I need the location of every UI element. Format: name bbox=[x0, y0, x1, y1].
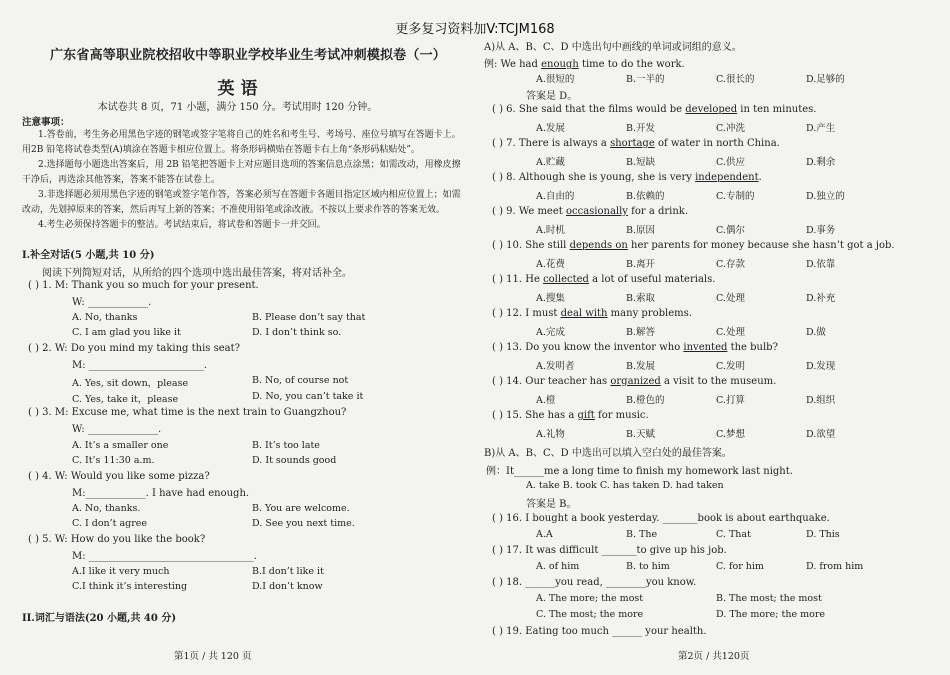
underlined-word: invented bbox=[683, 342, 728, 353]
vocab-option-b: B.原因 bbox=[626, 225, 656, 236]
q2-option-c: C. Yes, take it，please bbox=[72, 394, 179, 405]
q3-option-b: B. It’s too late bbox=[252, 440, 320, 451]
example-b-options: A. take B. took C. has taken D. had taken bbox=[526, 480, 724, 491]
q18-option-c: C. The most; the more bbox=[536, 609, 644, 620]
example-option-c: C.很长的 bbox=[716, 74, 755, 85]
question-text: a lot of useful materials. bbox=[588, 274, 716, 285]
question-text: ( ) 6. She said that the films would be bbox=[492, 104, 686, 115]
section-1-intro: 阅读下列简短对话，从所给的四个选项中选出最佳答案，将对话补全。 bbox=[42, 268, 352, 279]
question-text: ( ) 7. There is always a bbox=[492, 138, 611, 149]
question-1: ( ) 1. M: Thank you so much for your present. bbox=[28, 280, 259, 291]
q17-option-b: B. to him bbox=[626, 561, 670, 572]
vocab-option-c: C.供应 bbox=[716, 157, 745, 168]
question-text: ( ) 14. Our teacher has bbox=[492, 376, 611, 387]
vocab-option-a: A.礼物 bbox=[536, 429, 565, 440]
q17-option-c: C. for him bbox=[716, 561, 764, 572]
question-4: ( ) 4. W: Would you like some pizza? bbox=[28, 471, 210, 482]
q5-option-b: B.I don’t like it bbox=[252, 566, 324, 577]
question-text: ( ) 11. He bbox=[492, 274, 544, 285]
question-4-response: M:____________. I have had enough. bbox=[72, 488, 250, 499]
section-2-heading: II.词汇与语法(20 小题,共 40 分) bbox=[22, 613, 177, 624]
question-text: ( ) 8. Although she is young, she is very bbox=[492, 172, 696, 183]
question-text: her parents for money because she hasn’t got a job. bbox=[627, 240, 895, 251]
q18-option-a: A. The more; the most bbox=[536, 593, 644, 604]
vocab-option-b: B.短缺 bbox=[626, 157, 656, 168]
question-1-response: W: ____________. bbox=[72, 297, 152, 308]
vocab-option-b: B.发展 bbox=[626, 361, 656, 372]
part-a-heading: A)从 A、B、C、D 中选出句中画线的单词或词组的意义。 bbox=[484, 42, 742, 53]
vocab-option-a: A.自由的 bbox=[536, 191, 575, 202]
vocab-question bbox=[492, 274, 715, 285]
example-sentence bbox=[484, 55, 685, 70]
right-page bbox=[478, 0, 950, 675]
q4-option-c: C. I don’t agree bbox=[72, 518, 148, 529]
q18-option-b: B. The most; the most bbox=[716, 593, 822, 604]
vocab-option-d: D.发现 bbox=[806, 361, 836, 372]
exam-info: 本试卷共 8 页，71 小题，满分 150 分。考试用时 120 分钟。 bbox=[97, 102, 378, 113]
vocab-option-d: D.产生 bbox=[806, 123, 836, 134]
vocab-option-c: C.偶尔 bbox=[716, 225, 745, 236]
vocab-option-b: B.开发 bbox=[626, 123, 656, 134]
question-3-response: W: ______________. bbox=[72, 424, 162, 435]
example-option-b: B.一半的 bbox=[626, 74, 665, 85]
vocab-option-d: D.剩余 bbox=[806, 157, 836, 168]
question-text: ( ) 15. She has a bbox=[492, 410, 578, 421]
question-3: ( ) 3. M: Excuse me, what time is the next train to Guangzhou? bbox=[28, 407, 347, 418]
vocab-option-a: A.时机 bbox=[536, 225, 565, 236]
vocab-question bbox=[492, 410, 649, 421]
example-post: time to do the work. bbox=[578, 59, 685, 70]
q3-option-a: A. It’s a smaller one bbox=[72, 440, 169, 451]
question-text: ( ) 9. We meet bbox=[492, 206, 566, 217]
underlined-word: occasionally bbox=[565, 206, 628, 217]
q2-option-a: A. Yes, sit down，please bbox=[72, 378, 189, 389]
vocab-option-b: B.解答 bbox=[626, 327, 656, 338]
underlined-word: gift bbox=[577, 410, 595, 421]
vocab-option-d: D.做 bbox=[806, 327, 826, 338]
subject-title: 英 语 bbox=[217, 79, 258, 99]
question-text: ( ) 12. I must bbox=[492, 308, 561, 319]
vocab-option-a: A.橙 bbox=[536, 395, 556, 406]
vocab-option-c: C.梦想 bbox=[716, 429, 745, 440]
question-17: ( ) 17. It was difficult _______to give up his job. bbox=[492, 545, 727, 556]
vocab-option-d: D.独立的 bbox=[806, 191, 845, 202]
underlined-word: developed bbox=[685, 104, 738, 115]
q16-option-b: B. The bbox=[626, 529, 658, 540]
example-b-sentence: 例：It______me a long time to finish my homework last night. bbox=[486, 466, 793, 477]
q3-option-c: C. It’s 11:30 a.m. bbox=[72, 455, 155, 466]
example-option-a: A.很短的 bbox=[536, 74, 575, 85]
vocab-option-a: A.贮藏 bbox=[536, 157, 565, 168]
exam-title: 广东省高等职业院校招收中等职业学校毕业生考试冲刺模拟卷（一） bbox=[49, 48, 446, 63]
vocab-option-c: C.专制的 bbox=[716, 191, 755, 202]
underlined-word: shortage bbox=[610, 138, 655, 149]
q16-option-c: C. That bbox=[716, 529, 751, 540]
vocab-option-d: D.依靠 bbox=[806, 259, 836, 270]
q1-option-d: D. I don’t think so. bbox=[252, 327, 342, 338]
vocab-option-c: C.发明 bbox=[716, 361, 745, 372]
q5-option-c: C.I think it’s interesting bbox=[72, 581, 188, 592]
question-16: ( ) 16. I bought a book yesterday. _______book is about earthquake. bbox=[492, 513, 830, 524]
q17-option-a: A. of him bbox=[536, 561, 580, 572]
vocab-option-c: C.冲洗 bbox=[716, 123, 745, 134]
vocab-option-d: D.欲望 bbox=[806, 429, 836, 440]
question-text: ( ) 13. Do you know the inventor who bbox=[492, 342, 684, 353]
vocab-option-b: B.离开 bbox=[626, 259, 656, 270]
question-text: in ten minutes. bbox=[737, 104, 817, 115]
note-item: 3.非选择题必须用黑色字迹的钢笔或签字笔作答，答案必须写在答题卡各题目指定区域内相应位置上；如需改动，先划掉原来的答案，然后再写上新的答案；不准使用铅笔或涂改液。不按以上要求作答的答案无效。 bbox=[22, 190, 461, 215]
q4-option-a: A. No, thanks. bbox=[72, 503, 141, 514]
question-text: of water in north China. bbox=[654, 138, 780, 149]
question-18: ( ) 18. ______you read, ________you know. bbox=[492, 577, 697, 588]
question-5-response: M: _________________________________. bbox=[72, 551, 257, 562]
vocab-question bbox=[492, 104, 816, 115]
page-2-footer: 第2页 / 共120页 bbox=[678, 651, 750, 662]
vocab-option-a: A.花费 bbox=[536, 259, 565, 270]
section-1-heading: I.补全对话(5 小题,共 10 分) bbox=[22, 250, 155, 261]
question-text: many problems. bbox=[607, 308, 692, 319]
q1-option-b: B. Please don’t say that bbox=[252, 312, 366, 323]
vocab-option-d: D.事务 bbox=[806, 225, 836, 236]
q2-option-b: B. No, of course not bbox=[252, 375, 349, 386]
q5-option-a: A.I like it very much bbox=[72, 566, 170, 577]
page-1-footer: 第1页 / 共 120 页 bbox=[174, 651, 252, 662]
question-text: a visit to the museum. bbox=[660, 376, 777, 387]
q16-option-a: A.A bbox=[536, 529, 553, 540]
vocab-option-c: C.存款 bbox=[716, 259, 745, 270]
example-underlined-word: enough bbox=[541, 59, 579, 70]
q4-option-d: D. See you next time. bbox=[252, 518, 355, 529]
vocab-option-a: A.搜集 bbox=[536, 293, 565, 304]
example-option-d: D.足够的 bbox=[806, 74, 845, 85]
vocab-question bbox=[492, 240, 895, 251]
q1-option-a: A. No, thanks bbox=[72, 312, 138, 323]
underlined-word: depends on bbox=[569, 240, 628, 251]
q5-option-d: D.I don’t know bbox=[252, 581, 323, 592]
q2-option-d: D. No, you can’t take it bbox=[252, 391, 364, 402]
vocab-option-c: C.处理 bbox=[716, 327, 745, 338]
part-b-heading: B)从 A、B、C、D 中选出可以填入空白处的最佳答案。 bbox=[484, 448, 732, 459]
vocab-question bbox=[492, 138, 780, 149]
vocab-option-b: B.依赖的 bbox=[626, 191, 665, 202]
notes-heading: 注意事项： bbox=[22, 117, 70, 128]
vocab-question bbox=[492, 206, 688, 217]
question-text: for music. bbox=[594, 410, 649, 421]
vocab-option-c: C.处理 bbox=[716, 293, 745, 304]
q16-option-d: D. This bbox=[806, 529, 840, 540]
vocab-option-b: B.天赋 bbox=[626, 429, 656, 440]
vocab-option-a: A.完成 bbox=[536, 327, 565, 338]
underlined-word: organized bbox=[610, 376, 661, 387]
question-2-response: M: _______________________. bbox=[72, 360, 207, 371]
question-5: ( ) 5. W: How do you like the book? bbox=[28, 534, 206, 545]
vocab-option-d: D.组织 bbox=[806, 395, 836, 406]
example-b-answer: 答案是 B。 bbox=[526, 499, 577, 510]
question-text: the bulb? bbox=[727, 342, 778, 353]
vocab-question bbox=[492, 376, 776, 387]
question-2: ( ) 2. W: Do you mind my taking this seat? bbox=[28, 343, 240, 354]
underlined-word: deal with bbox=[560, 308, 608, 319]
note-item: 1.答卷前，考生务必用黑色字迹的钢笔或签字笔将自己的姓名和考生号、考场号、座位号填写在答题卡上。用2B 铅笔将试卷类型(A)填涂在答题卡相应位置上。将条形码横贴在答题卡右上角“条形码粘贴处”。 bbox=[22, 130, 461, 155]
vocab-question bbox=[492, 172, 762, 183]
q18-option-d: D. The more; the more bbox=[716, 609, 825, 620]
q3-option-d: D. It sounds good bbox=[252, 455, 337, 466]
vocab-option-a: A.发展 bbox=[536, 123, 565, 134]
vocab-question bbox=[492, 342, 778, 353]
question-text: ( ) 10. She still bbox=[492, 240, 570, 251]
question-text: . bbox=[758, 172, 762, 183]
top-watermark-note: 更多复习资料加V:TCJM168 bbox=[395, 22, 555, 37]
note-item: 2.选择题每小题选出答案后，用 2B 铅笔把答题卡上对应题目选项的答案信息点涂黑；如需改动，用橡皮擦干净后，再选涂其他答案，答案不能答在试卷上。 bbox=[22, 160, 461, 185]
underlined-word: independent bbox=[695, 172, 759, 183]
q1-option-c: C. I am glad you like it bbox=[72, 327, 181, 338]
example-pre: 例: We had bbox=[484, 59, 542, 70]
vocab-option-c: C.打算 bbox=[716, 395, 745, 406]
underlined-word: collected bbox=[543, 274, 589, 285]
example-answer: 答案是 D。 bbox=[526, 91, 578, 102]
vocab-option-b: B.橙色的 bbox=[626, 395, 665, 406]
note-item: 4.考生必须保持答题卡的整洁。考试结束后，将试卷和答题卡一并交回。 bbox=[38, 220, 326, 230]
q17-option-d: D. from him bbox=[806, 561, 864, 572]
q4-option-b: B. You are welcome. bbox=[252, 503, 350, 514]
vocab-option-b: B.索取 bbox=[626, 293, 656, 304]
question-text: for a drink. bbox=[627, 206, 689, 217]
notes-list bbox=[22, 128, 462, 233]
vocab-option-d: D.补充 bbox=[806, 293, 836, 304]
vocab-option-a: A.发明者 bbox=[536, 361, 575, 372]
question-19: ( ) 19. Eating too much ______ your health. bbox=[492, 626, 707, 637]
vocab-question bbox=[492, 308, 692, 319]
